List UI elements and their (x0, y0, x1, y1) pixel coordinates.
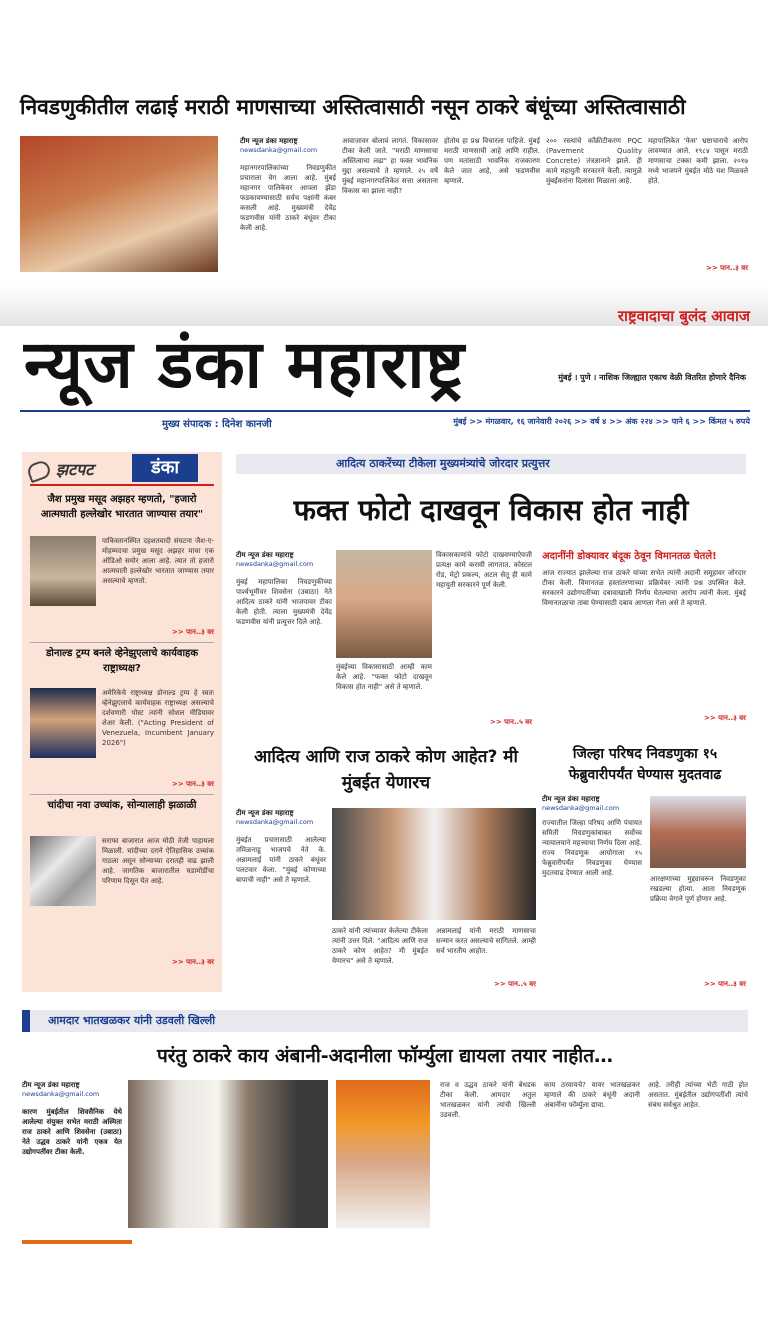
thackeray-meeting-photo (128, 1080, 328, 1228)
adani-box (542, 550, 748, 730)
bhatkhalkar-headline[interactable]: परंतु ठाकरे काय अंबानी-अदानीला फॉर्म्युला द्यायला तयार नाहीत… (156, 1045, 614, 1067)
adani-headline[interactable]: अदानींनी डोक्यावर बंदूक ठेवून विमानतळ घेतले! (542, 551, 717, 562)
bhatkhalkar-kicker: आमदार भातखळकर यांनी उडवली खिल्ली (22, 1010, 748, 1032)
aaditya-raj-col3: अन्नामलाई यांनी मराठी माणसाचा सन्मान करत असल्याचे सांगितले. आम्ही सर्व भारतीय आहोत. (436, 927, 536, 955)
aaditya-raj-col2: ठाकरे यांनी त्यांच्यावर केलेल्या टीकेला त्यांनी उत्तर दिले. "आदित्य आणि राज ठाकरे कोण आहेत? मी मुंबईत येणारच" असे ते म्हणाले. (332, 927, 428, 965)
jhatpat-story2-headline[interactable]: डोनाल्ड ट्रम्प बनले व्हेनेझुएलाचे कार्यवाहक राष्ट्राध्यक्ष? (45, 648, 199, 674)
lead-col1: मुंबई महापालिका निवडणुकीच्या पार्श्वभूमीवर शिवसेना (उबाठा) नेते आदित्य ठाकरे यांनी भाजपावर टीका केली होती. त्याला मुख्यमंत्री देवेंद्र फडणवीस यांनी प्रत्युत्तर दिले आहे. (236, 578, 332, 626)
jhatpat-story1-headline[interactable]: जैश प्रमुख मसूद अझहर म्हणतो, "हजारो आत्मघाती हल्लेखोर भारतात जाण्यास तयार" (40, 494, 204, 520)
top-story-col3: होतोय हा प्रश्न विचारला पाहिजे. मुंबई मराठी माणसाची आहे आणि राहील. पण मतांसाठी भावनिक राजकारण केले जात आहे, असे फडणवीस म्हणाले. (444, 137, 540, 185)
zp-text1: राज्यातील जिल्हा परिषद आणि पंचायत समिती निवडणुकांबाबत सर्वोच्च न्यायालयाने महत्त्वाचा निर्णय दिला आहे. राज्य निवडणूक आयोगाला १५ फेब्रुवारीपर्यंत निवडणुका घेण्यास मुदतवाढ देण्यात आली आहे. (542, 819, 642, 877)
top-story-more[interactable]: >> पान..३ वर (706, 264, 748, 272)
top-story-col4: २०० रस्त्यांचे काँक्रीटीकरण PQC (Pavement Quality Concrete) तंत्रज्ञानाने झाले. ही कामे महायुती सरकारने केली. त्यामुळे मुंबईकरांना दिलासा मिळाला आहे. (546, 137, 642, 185)
aaditya-raj-story (236, 744, 536, 994)
fadnavis-photo (20, 136, 218, 272)
masthead (20, 306, 750, 446)
trump-photo (30, 688, 96, 758)
masthead-title[interactable]: न्यूज डंका महाराष्ट्र (24, 326, 466, 403)
masthead-editor: मुख्य संपादक : दिनेश कानजी (162, 419, 272, 430)
lead-fadnavis-photo (336, 550, 432, 658)
supreme-court-photo (650, 796, 746, 868)
zp-email: newsdanka@gmail.com (542, 804, 620, 812)
zp-story (542, 744, 748, 994)
bhatkhalkar-col1: राज व उद्धव ठाकरे यांनी बेधडक टीका केली. आमदार अतुल भातखळकर यांनी त्यांची खिल्ली उडवली. (440, 1081, 536, 1119)
masthead-tagline: राष्ट्रवादाचा बुलंद आवाज (617, 307, 750, 325)
jhatpat-sidebar (22, 452, 222, 992)
zp-byline: टीम न्यूज डंका महाराष्ट्र (542, 795, 600, 803)
lead-col3: विकासकामांचे फोटो दाखवण्याऐवजी प्रत्यक्ष कामे करावी लागतात. कोस्टल रोड, मेट्रो प्रकल्प, अटल सेतू ही कामे महायुती सरकारने पूर्ण केली. (436, 551, 532, 589)
bhatkhalkar-photo (336, 1080, 430, 1228)
aaditya-raj-byline: टीम न्यूज डंका महाराष्ट्र (236, 809, 294, 817)
jhatpat-rule (30, 484, 214, 486)
bhatkhalkar-lede: कारण मुंबईतील शिवसैनिक येथे आलेल्या संयुक्त सभेत मराठी अस्मिता राज ठाकरे आणि शिवसेना (उबाठा) नेते उद्धव ठाकरे यांनी एकत्र येत उद्योगपतींवर टीका केली. (22, 1108, 122, 1156)
masood-photo (30, 536, 96, 606)
top-story-email: newsdanka@gmail.com (240, 146, 318, 154)
jhatpat-story2-text: अमेरिकेचे राष्ट्राध्यक्ष डोनाल्ड ट्रम्प हे स्वतः व्हेनेझुएलाचे कार्यवाहक राष्ट्राध्यक्ष असल्याचे दर्शवणारी पोस्ट त्यांनी सोशल मीडियावर शेअर केली. ("Acting President of Venezuela, Incumbent January 2026") (102, 689, 214, 747)
masthead-cities: मुंबई । पुणे । नाशिक जिल्ह्यात एकाच वेळी वितरित होणारे दैनिक (558, 373, 746, 382)
jhatpat-story1-text: पाकिस्तानस्थित दहशतवादी संघटना जैश-ए-मोहम्मदचा प्रमुख मसूद अझहर याचा एक ऑडिओ समोर आला आहे. त्यात तो हजारो आत्मघाती हल्लेखोर भारतात जाण्यास तयार असल्याचे म्हणतो. (102, 537, 214, 585)
adani-more[interactable]: >> पान..३ वर (704, 714, 746, 722)
aaditya-raj-col1: मुंबईत प्रचारासाठी आलेल्या तमिळनाडू भाजपचे नेते के. अन्नामलाई यांनी ठाकरे बंधूंवर पलटवार केला. "मुंबई कोणाच्या बापाची नाही" असे ते म्हणाले. (236, 836, 326, 884)
lead-byline: टीम न्यूज डंका महाराष्ट्र (236, 551, 294, 559)
jhatpat-badge-b: डंका (132, 454, 198, 482)
lead-more[interactable]: >> पान..५ वर (490, 718, 532, 726)
lead-headline[interactable]: फक्त फोटो दाखवून विकास होत नाही (293, 493, 689, 527)
aaditya-raj-more[interactable]: >> पान..५ वर (494, 980, 536, 988)
lead-kicker: आदित्य ठाकरेंच्या टीकेला मुख्यमंत्र्यांचे जोरदार प्रत्युत्तर (236, 454, 746, 474)
top-story-byline: टीम न्यूज डंका महाराष्ट्र (240, 137, 298, 145)
bhatkhalkar-email: newsdanka@gmail.com (22, 1090, 100, 1098)
masthead-rule (20, 410, 750, 412)
thackeray-annamalai-photo (332, 808, 536, 920)
jhatpat-badge-a: झटपट (56, 460, 94, 479)
top-story (20, 92, 750, 292)
top-story-col5: महापालिकेत 'फेस' भ्रष्टाचाराचे आरोप लावण्यात आले. १९८४ पासून मराठी माणसाचा टक्का कमी झाला. २०१७ मध्ये भाजपने मुंबईत मोठे यश मिळवले होते. (648, 137, 748, 185)
jhatpat-story3-headline[interactable]: चांदीचा नवा उच्चांक, सोन्यालाही झळाळी (47, 800, 197, 811)
top-story-col1: महानगरपालिकांच्या निवडणुकीत प्रचाराला वेग आला आहे. मुंबई महानगर पालिकेवर आपला झेंडा फडकावण्यासाठी सर्वच पक्षांनी कंबर कसली आहे. मुख्यमंत्री देवेंद्र फडणवीस यांनी ठाकरे बंधूंवर टीका केली आहे. (240, 164, 336, 232)
zp-text2: आरक्षणाच्या मुद्द्यावरून निवडणुका रखडल्या होत्या. आता निवडणूक प्रक्रिया वेगाने पूर्ण होणार आहे. (650, 875, 746, 903)
bhatkhalkar-col3: आहे. तरीही त्यांच्या भेटी गाठी होत असतात. मुंबईतील उद्योगपतींशी त्यांचे संबंध सर्वश्रुत आहेत. (648, 1081, 748, 1109)
top-story-col2: आवाजावर बोलावं लागतं. विकासावर टीका केली जाते. "मराठी माणसाचा अस्तित्वाचा लढा" हा फक्त भावनिक मुद्दा असल्याचे ते म्हणाले. २५ वर्षे मुंबई महानगरपालिकेत सत्ता असताना विकास का झाला नाही? (342, 137, 438, 195)
pin-icon (26, 459, 53, 483)
masthead-dateline: मुंबई >> मंगळवार, १६ जानेवारी २०२६ >> वर्ष ४ >> अंक २२४ >> पाने ६ >> किंमत ५ रुपये (453, 417, 750, 426)
jhatpat-story3-more[interactable]: >> पान..३ वर (172, 958, 214, 966)
jhatpat-story3-text: सराफा बाजारात आज मोठी तेजी पाहायला मिळाली. चांदीच्या दराने ऐतिहासिक उच्चांक गाठला असून सोन्याच्या दरातही वाढ झाली आहे. जागतिक बाजारातील घडामोडींचा परिणाम दिसून येत आहे. (102, 837, 214, 885)
bhatkhalkar-col2: काय ठरवायचे? यावर भातखळकर म्हणाले की ठाकरे बंधूंनी अदानी अंबानींना फॉर्म्युला द्यावा. (544, 1081, 640, 1109)
lead-email: newsdanka@gmail.com (236, 560, 314, 568)
aaditya-raj-headline[interactable]: आदित्य आणि राज ठाकरे कोण आहेत? मी मुंबईत येणारच (254, 747, 518, 793)
lead-col2: मुंबईच्या विकासासाठी आम्ही काम केले आहे. "फक्त फोटो दाखवून विकास होत नाही" असे ते म्हणाले. (336, 663, 432, 691)
bhatkhalkar-byline: टीम न्यूज डंका महाराष्ट्र (22, 1081, 80, 1089)
top-story-headline[interactable]: निवडणुकीतील लढाई मराठी माणसाच्या अस्तित्वासाठी नसून ठाकरे बंधूंच्या अस्तित्वासाठी (20, 95, 686, 119)
zp-headline[interactable]: जिल्हा परिषद निवडणुका १५ फेब्रुवारीपर्यंत घेण्यास मुदतवाढ (568, 746, 722, 783)
silver-photo (30, 836, 96, 906)
jhatpat-story1-more[interactable]: >> पान..३ वर (172, 628, 214, 636)
zp-more[interactable]: >> पान..३ वर (704, 980, 746, 988)
aaditya-raj-email: newsdanka@gmail.com (236, 818, 314, 826)
jhatpat-story2-more[interactable]: >> पान..३ वर (172, 780, 214, 788)
adani-text: आज राज्यात झालेल्या राज ठाकरे यांच्या सभेत त्यांनी अदानी समूहावर जोरदार टीका केली. विमानतळ हस्तांतरणाच्या प्रक्रियेवर त्यांनी प्रश्न उपस्थित केले. सरकारने उद्योगपतींच्या दबावाखाली निर्णय घेतल्याचा आरोप त्यांनी केला. मुंबई विमानतळाचा ताबा घेण्यासाठी दबाव आणला गेला असे ते म्हणाले. (542, 569, 746, 607)
footer-rule (22, 1240, 132, 1244)
